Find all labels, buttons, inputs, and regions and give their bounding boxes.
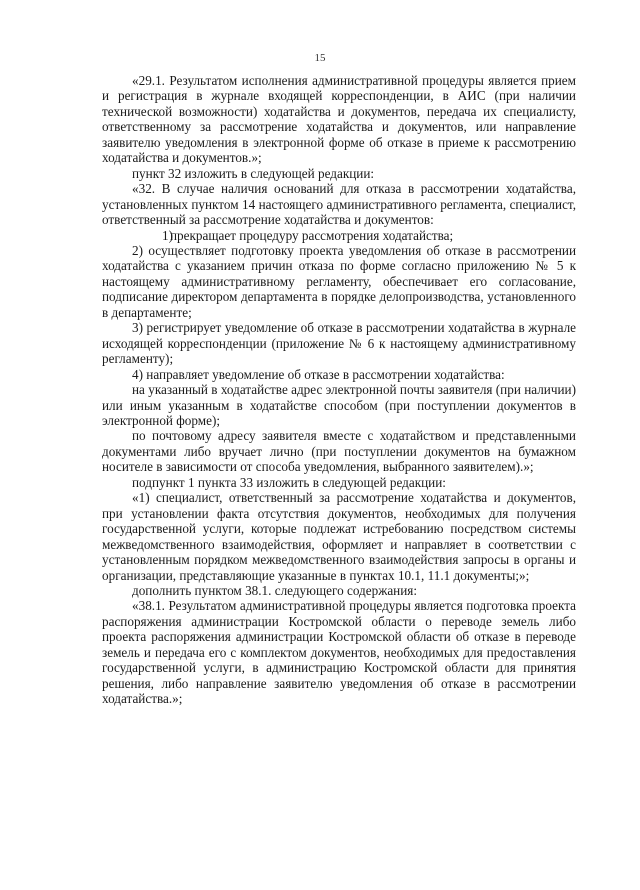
- paragraph-38-1: «38.1. Результатом административной процедуры является подготовка проекта распоряжения администрации Костромской области о переводе земель либо проекта распоряжения администрации Костромской области об отказе в переводе земель и передача его с комплектом документов, необходимых для предоставления государственной услуги, в администрацию Костромской области для принятия решения, либо направление заявителю уведомления об отказе в рассмотрении ходатайства.»;: [102, 598, 576, 707]
- list-item-1-number: 1): [162, 227, 173, 243]
- list-item-3: 3) регистрирует уведомление об отказе в рассмотрении ходатайства в журнале исходящей корреспонденции (приложение № 6 к настоящему административному регламенту);: [102, 320, 576, 367]
- page-number: 15: [314, 52, 326, 64]
- paragraph-29-1: «29.1. Результатом исполнения административной процедуры является прием и регистрация в журнале входящей корреспонденции, в АИС (при наличии технической возможности) ходатайства и документов, передача их специалисту, ответственному за рассмотрение ходатайства и документов, или направление заявителю уведомления в электронной форме об отказе в приеме к рассмотрению ходатайства и документов.»;: [102, 73, 576, 166]
- paragraph-32: «32. В случае наличия оснований для отказа в рассмотрении ходатайства, установленных пунктом 14 настоящего административного регламента, специалист, ответственный за рассмотрение ходатайства и документов:: [102, 181, 576, 228]
- list-item-2: 2) осуществляет подготовку проекта уведомления об отказе в рассмотрении ходатайства с указанием причин отказа по форме согласно приложению № 5 к настоящему административному регламенту, обеспечивает его согласование, подписание директором департамента в порядке делопроизводства, установленного в департаменте;: [102, 242, 576, 320]
- list-item-1-text: прекращает процедуру рассмотрения ходатайства;: [170, 227, 454, 243]
- list-item-4: 4) направляет уведомление об отказе в рассмотрении ходатайства:: [132, 366, 505, 382]
- paragraph-amend-32: пункт 32 изложить в следующей редакции:: [132, 165, 375, 181]
- list-item-4-post: по почтовому адресу заявителя вместе с ходатайством и представленными документами либо вручает лично (при поступлении документов на бумажном носителе в зависимости от способа уведомления, выбранного заявителем).»;: [102, 428, 576, 475]
- list-item-1: [102, 228, 576, 243]
- list-item-4-email: на указанный в ходатайстве адрес электронной почты заявителя (при наличии) или иным указанным в ходатайстве способом (при поступлении документов в электронной форме);: [102, 382, 576, 428]
- document-body: [102, 73, 576, 707]
- paragraph-amend-38-1: дополнить пунктом 38.1. следующего содержания:: [132, 582, 418, 598]
- paragraph-amend-33: подпункт 1 пункта 33 изложить в следующей редакции:: [132, 474, 446, 490]
- paragraph-33-1: «1) специалист, ответственный за рассмотрение ходатайства и документов, при установлении факта отсутствия документов, необходимых для получения государственной услуги, которые подлежат истребованию посредством системы межведомственного взаимодействия, оформляет и направляет в соответствии с установленным порядком межведомственного взаимодействия запросы в органы и организации, представляющие указанные в пунктах 10.1, 11.1 документы;»;: [102, 490, 576, 583]
